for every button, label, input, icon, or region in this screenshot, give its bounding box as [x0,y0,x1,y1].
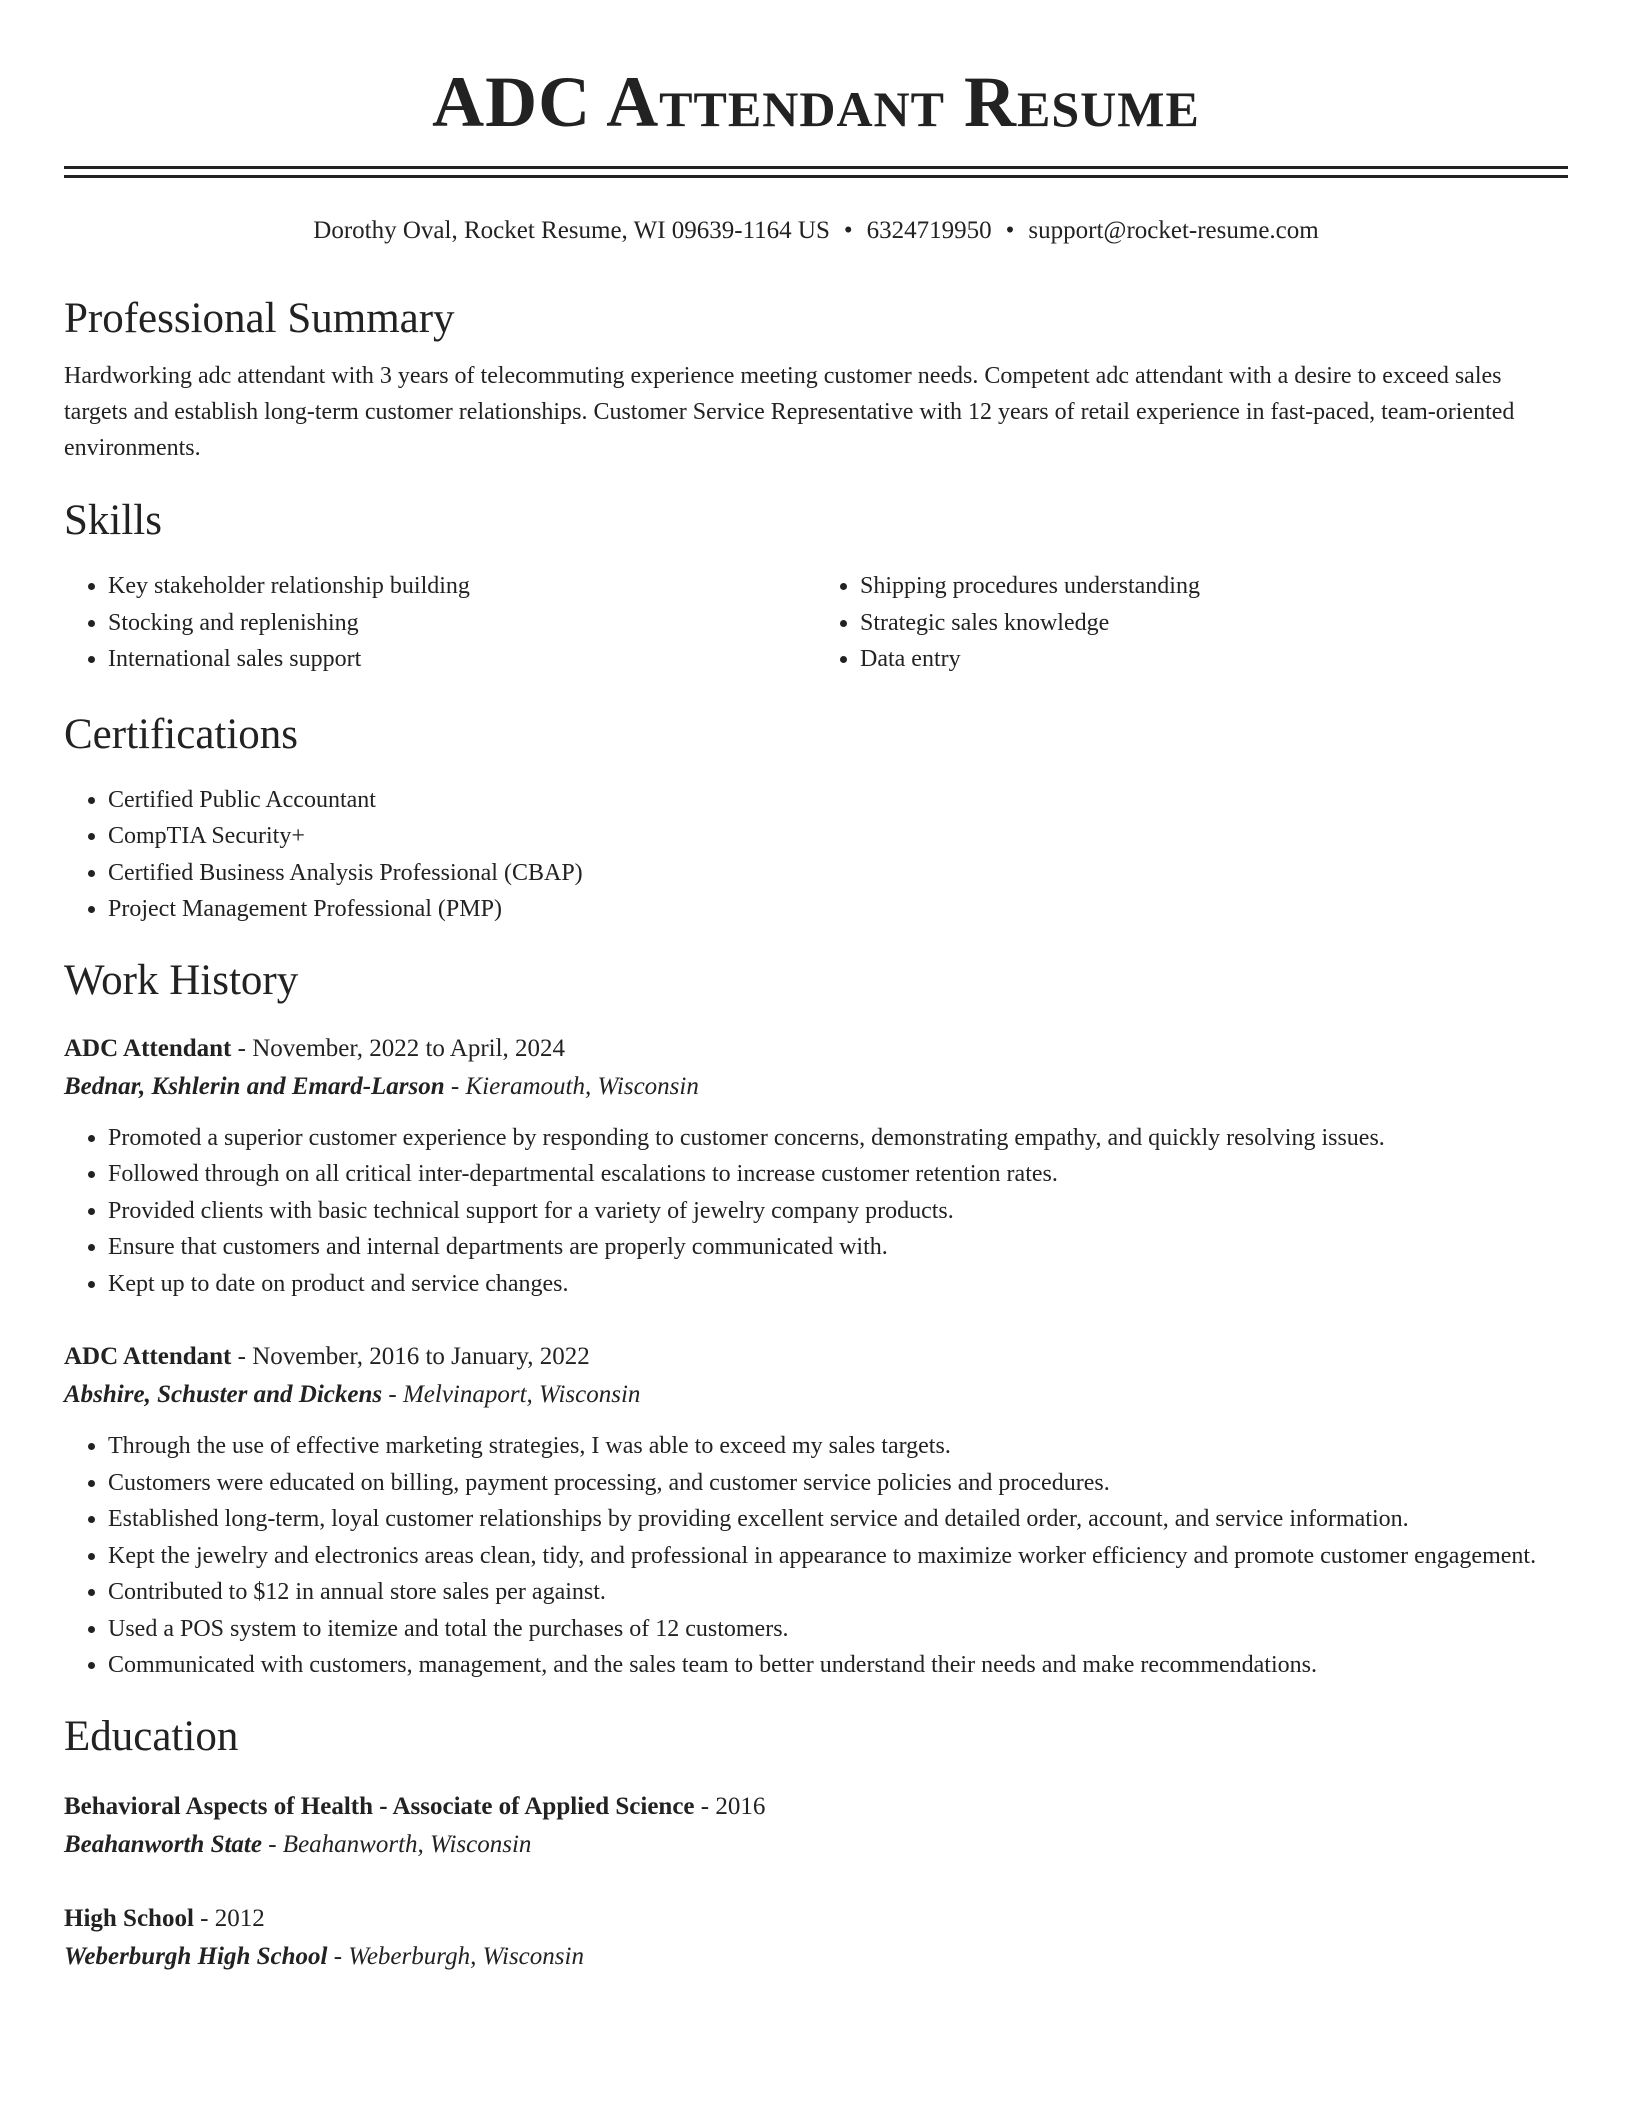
contact-address: Dorothy Oval, Rocket Resume, WI 09639-1164 US [313,217,830,244]
skill-item: • Stocking and replenishing [108,605,816,642]
education-degree: High School [64,1904,194,1932]
job-bullet: • Promoted a superior customer experience by responding to customer concerns, demonstrating empathy, and quickly resolving issues. [108,1120,1568,1157]
summary-heading: Professional Summary [64,295,455,342]
job-bullet: • Ensure that customers and internal departments are properly communicated with. [108,1229,1568,1266]
job-header [64,1030,1568,1068]
certification-item: • CompTIA Security+ [108,818,1568,855]
skill-item: • Data entry [860,641,1568,678]
job-bullet: • Kept the jewelry and electronics areas clean, tidy, and professional in appearance to maximize worker efficiency and promote customer engagement. [108,1538,1568,1575]
job-bullet: • Used a POS system to itemize and total the purchases of 12 customers. [108,1611,1568,1648]
skills-heading: Skills [64,497,162,544]
education-entry [64,1788,1568,1864]
job-entry [64,1030,1568,1303]
job-bullet: • Through the use of effective marketing strategies, I was able to exceed my sales targets. [108,1428,1568,1465]
work-history-heading: Work History [64,956,299,1004]
contact-separator: • [843,217,853,244]
contact-email: support@rocket-resume.com [1028,217,1319,244]
education-institution [64,1826,1568,1864]
job-bullet: • Contributed to $12 in annual store sales per against. [108,1574,1568,1611]
job-employer [64,1068,1568,1106]
certification-item: • Certified Business Analysis Professional (CBAP) [108,855,1568,892]
job-role: ADC Attendant [64,1034,232,1062]
education-location: - Weberburgh, Wisconsin [327,1942,584,1970]
job-header [64,1338,1568,1376]
skills-list-left [64,568,816,678]
title-divider-bottom [64,175,1568,178]
job-location: - Melvinaport, Wisconsin [382,1381,641,1408]
job-dates: - November, 2016 to January, 2022 [231,1343,590,1370]
education-heading: Education [64,1712,239,1760]
title-divider-top [64,166,1568,169]
certifications-heading: Certifications [64,710,299,758]
job-bullet: • Customers were educated on billing, payment processing, and customer service policies and procedures. [108,1465,1568,1502]
job-entry [64,1338,1568,1684]
job-bullet: • Provided clients with basic technical support for a variety of jewelry company products. [108,1193,1568,1230]
skill-item: • Key stakeholder relationship building [108,568,816,605]
job-location: - Kieramouth, Wisconsin [444,1072,699,1100]
job-role: ADC Attendant [64,1343,232,1370]
education-school: Weberburgh High School [64,1942,328,1970]
education-entry [64,1900,1568,1976]
job-employer [64,1376,1568,1414]
education-year: - 2012 [193,1904,265,1932]
skills-column-left [64,568,816,678]
education-location: - Beahanworth, Wisconsin [261,1830,532,1858]
certifications-list [64,782,1568,928]
job-company: Bednar, Kshlerin and Emard-Larson [64,1072,445,1100]
job-bullet: • Communicated with customers, management, and the sales team to better understand their needs and make recommendations. [108,1647,1568,1684]
job-bullets [64,1428,1568,1684]
certification-item: • Project Management Professional (PMP) [108,891,1568,928]
skill-item: • Shipping procedures understanding [860,568,1568,605]
skills-grid [64,568,1568,678]
job-company: Abshire, Schuster and Dickens [64,1381,383,1408]
education-institution [64,1938,1568,1976]
education-header [64,1900,1568,1938]
job-bullets [64,1120,1568,1303]
contact-line [64,214,1568,248]
summary-text: Hardworking adc attendant with 3 years of telecommuting experience meeting customer needs. Competent adc attendant with a desire to exceed sales targets and establish long-term customer relationships. Customer Service Representative with 12 years of retail experience in fast-paced, team-oriented environments. [64,363,1515,461]
job-bullet: • Established long-term, loyal customer relationships by providing excellent service and detailed order, account, and service information. [108,1501,1568,1538]
skill-item: • International sales support [108,641,816,678]
certification-item: • Certified Public Accountant [108,782,1568,819]
education-header [64,1788,1568,1826]
contact-separator: • [1005,217,1015,244]
skills-column-right [816,568,1568,678]
job-bullet: • Kept up to date on product and service changes. [108,1266,1568,1303]
job-dates: - November, 2022 to April, 2024 [231,1034,566,1062]
education-school: Beahanworth State [64,1830,262,1858]
skill-item: • Strategic sales knowledge [860,605,1568,642]
job-bullet: • Followed through on all critical inter-departmental escalations to increase customer retention rates. [108,1156,1568,1193]
resume-title: ADC Attendant Resume [432,62,1200,142]
education-year: - 2016 [694,1792,766,1820]
education-degree: Behavioral Aspects of Health - Associate of Applied Science [64,1792,695,1820]
skills-list-right [816,568,1568,678]
contact-phone: 6324719950 [866,217,992,244]
